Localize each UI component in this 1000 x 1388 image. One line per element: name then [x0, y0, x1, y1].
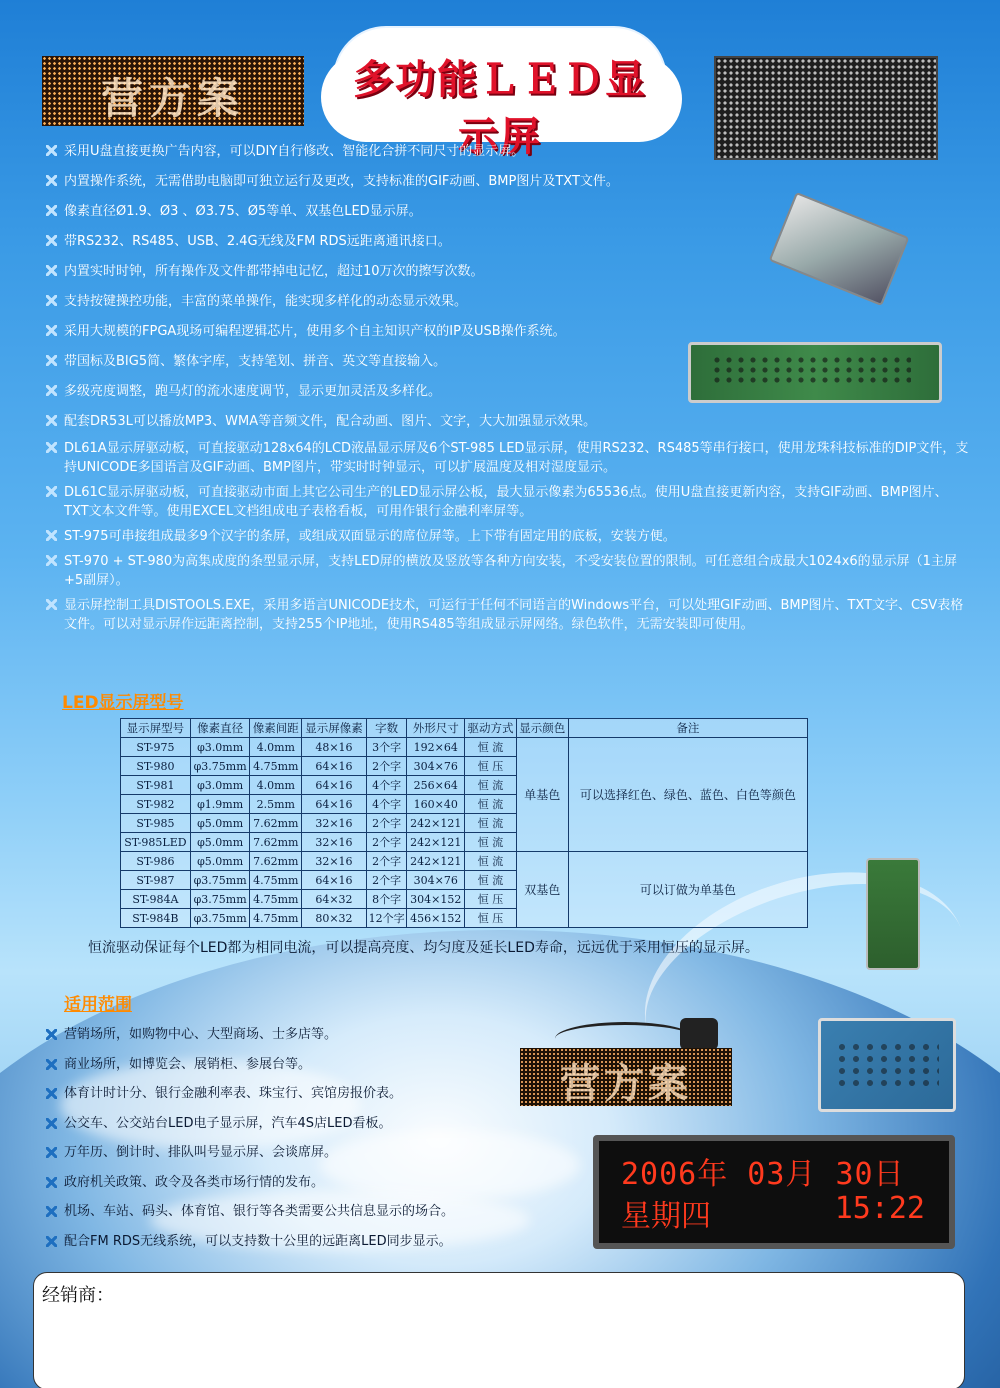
- note-dual-cell: 可以订做为单基色: [568, 852, 807, 928]
- table-row: ST-982 φ1.9mm 2.5mm 64×16 4个字 160×40 恒 流: [121, 795, 808, 814]
- led-clock-display: [593, 1135, 955, 1249]
- table-row: ST-987 φ3.75mm 4.75mm 64×16 2个字 304×76 恒 流: [121, 871, 808, 890]
- constant-current-note: 恒流驱动保证每个LED都为相同电流，可以提高亮度、均匀度及延长LED寿命，远远优于采用恒压的显示屏。: [88, 940, 759, 956]
- bullet-icon: [46, 385, 57, 396]
- clock-time: 15:22: [834, 1191, 925, 1226]
- feature-item: 采用大规模的FPGA现场可编程逻辑芯片，使用多个自主知识产权的IP及USB操作系统。: [46, 322, 966, 341]
- dealer-label: 经销商：: [42, 1285, 114, 1306]
- application-item: 体育计时计分、银行金融利率表、珠宝行、宾馆房报价表。: [46, 1079, 606, 1109]
- application-item: 机场、车站、码头、体育馆、银行等各类需要公共信息显示的场合。: [46, 1197, 606, 1227]
- bullet-icon: [46, 355, 57, 366]
- table-row: ST-986 φ5.0mm 7.62mm 32×16 2个字 242×121 恒 流 双基色 可以订做为单基色: [121, 852, 808, 871]
- feature-item: 带国标及BIG5简、繁体字库，支持笔划、拼音、英文等直接输入。: [46, 352, 966, 371]
- feature-item: 多级亮度调整，跑马灯的流水速度调节，显示更加灵活及多样化。: [46, 382, 966, 401]
- table-row: ST-984B φ3.75mm 4.75mm 80×32 12个字 456×152 恒 压: [121, 909, 808, 928]
- feature-item: 支持按键操控功能，丰富的菜单操作，能实现多样化的动态显示效果。: [46, 292, 966, 311]
- bullet-icon: [46, 1059, 57, 1070]
- bullet-icon: [46, 1029, 57, 1040]
- feature-item: ST-975可串接组成最多9个汉字的条屏，或组成双面显示的席位屏等。上下带有固定用的底板，安装方便。: [46, 527, 966, 546]
- application-item: 营销场所，如购物中心、大型商场、士多店等。: [46, 1020, 606, 1050]
- bullet-icon: [46, 1118, 57, 1129]
- led-sign-image: 营方案: [42, 56, 304, 126]
- column-header: 驱动方式: [465, 719, 517, 738]
- bullet-icon: [46, 265, 57, 276]
- bullet-icon: [46, 1088, 57, 1099]
- clock-date: 2006年 03月 30日: [621, 1157, 905, 1192]
- table-row: ST-980 φ3.75mm 4.75mm 64×16 2个字 304×76 恒 压: [121, 757, 808, 776]
- bullet-icon: [46, 1147, 57, 1158]
- model-spec-table: [120, 718, 808, 928]
- table-row: ST-975 φ3.0mm 4.0mm 48×16 3个字 192×64 恒 流 单基色 可以选择红色、绿色、蓝色、白色等颜色: [121, 738, 808, 757]
- table-row: ST-984A φ3.75mm 4.75mm 64×32 8个字 304×152 恒 压: [121, 890, 808, 909]
- table-header-row: [121, 719, 808, 738]
- models-section-title: LED显示屏型号: [62, 693, 184, 713]
- power-adapter-image: [680, 1018, 718, 1050]
- application-item: 公交车、公交站台LED电子显示屏，汽车4S店LED看板。: [46, 1109, 606, 1139]
- bullet-icon: [46, 1206, 57, 1217]
- application-item: 万年历、倒计时、排队叫号显示屏、会谈席屏。: [46, 1138, 606, 1168]
- bullet-icon: [46, 145, 57, 156]
- bullet-icon: [46, 415, 57, 426]
- bullet-icon: [46, 1236, 57, 1247]
- feature-item: 显示屏控制工具DISTOOLS.EXE，采用多语言UNICODE技术，可运行于任何不同语言的Windows平台，可以处理GIF动画、BMP图片、TXT文字、CSV表格文件。可以对显示屏作远距离控制，支持255个IP地址，使用RS485等组成显示屏网络。绿色软件，无需安装即可使用。: [46, 596, 969, 634]
- feature-item: 采用U盘直接更换广告内容，可以DIY自行修改、智能化合拼不同尺寸的显示屏。: [46, 142, 966, 161]
- column-header: 备注: [568, 719, 807, 738]
- feature-item: 内置操作系统，无需借助电脑即可独立运行及更改，支持标准的GIF动画、BMP图片及TXT文件。: [46, 172, 966, 191]
- feature-item: 配套DR53L可以播放MP3、WMA等音频文件，配合动画、图片、文字，大大加强显示效果。: [46, 412, 966, 431]
- small-led-sign-image: 营方案: [520, 1048, 732, 1106]
- feature-item: 内置实时时钟，所有操作及文件都带掉电记忆，超过10万次的擦写次数。: [46, 262, 966, 281]
- application-item: 商业场所，如博览会、展销柜、参展台等。: [46, 1050, 606, 1080]
- column-header: 像素间距: [250, 719, 302, 738]
- bullet-icon: [46, 295, 57, 306]
- bullet-icon: [46, 175, 57, 186]
- feature-item: 带RS232、RS485、USB、2.4G无线及FM RDS远距离通讯接口。: [46, 232, 966, 251]
- column-header: 显示屏型号: [121, 719, 191, 738]
- stl-control-board-image: [818, 1018, 956, 1112]
- bullet-icon: [46, 555, 57, 566]
- bullet-icon: [46, 235, 57, 246]
- page-title: 多功能ＬＥＤ显示屏: [353, 57, 647, 160]
- application-item: 配合FM RDS无线系统，可以支持数十公里的远距离LED同步显示。: [46, 1227, 606, 1257]
- table-row: ST-985LED φ5.0mm 7.62mm 32×16 2个字 242×121 恒 流: [121, 833, 808, 852]
- column-header: 外形尺寸: [407, 719, 465, 738]
- bullet-icon: [46, 325, 57, 336]
- table-row: ST-985 φ5.0mm 7.62mm 32×16 2个字 242×121 恒 流: [121, 814, 808, 833]
- bullet-icon: [46, 530, 57, 541]
- note-single-cell: 可以选择红色、绿色、蓝色、白色等颜色: [568, 738, 807, 852]
- feature-item: DL61C显示屏驱动板，可直接驱动市面上其它公司生产的LED显示屏公板，最大显示像素为65536点。使用U盘直接更新内容，支持GIF动画、BMP图片、TXT文本文件等。使用EXCEL文档组成电子表格看板，可用作银行金融利率屏等。: [46, 483, 969, 521]
- feature-item: ST-970 + ST-980为高集成度的条型显示屏，支持LED屏的横放及竖放等各种方向安装，不受安装位置的限制。可任意组合成最大1024x6的显示屏（1主屏+5副屏）。: [46, 552, 969, 590]
- application-item: 政府机关政策、政令及各类市场行情的发布。: [46, 1168, 606, 1198]
- bullet-icon: [46, 486, 57, 497]
- driver-board-image: [866, 858, 920, 970]
- color-dual-cell: 双基色: [516, 852, 568, 928]
- column-header: 显示屏像素: [302, 719, 366, 738]
- column-header: 字数: [366, 719, 407, 738]
- color-single-cell: 单基色: [516, 738, 568, 852]
- applications-section-title: 适用范围: [64, 995, 132, 1015]
- clock-weekday: 星期四: [621, 1199, 711, 1234]
- bullet-icon: [46, 599, 57, 610]
- feature-item: DL61A显示屏驱动板，可直接驱动128x64的LCD液晶显示屏及6个ST-985 LED显示屏，使用RS232、RS485等串行接口，使用龙珠科技标准的DIP文件，支持UNICODE多国语言及GIF动画、BMP图片，带实时时钟显示，可以扩展温度及相对湿度显示。: [46, 439, 969, 477]
- bullet-icon: [46, 205, 57, 216]
- column-header: 显示颜色: [516, 719, 568, 738]
- bullet-icon: [46, 442, 57, 453]
- feature-item: 像素直径Ø1.9、Ø3 、Ø3.75、Ø5等单、双基色LED显示屏。: [46, 202, 966, 221]
- table-row: ST-981 φ3.0mm 4.0mm 64×16 4个字 256×64 恒 流: [121, 776, 808, 795]
- bullet-icon: [46, 1177, 57, 1188]
- feature-list: [46, 142, 969, 634]
- column-header: 像素直径: [190, 719, 250, 738]
- dealer-box: [33, 1272, 965, 1388]
